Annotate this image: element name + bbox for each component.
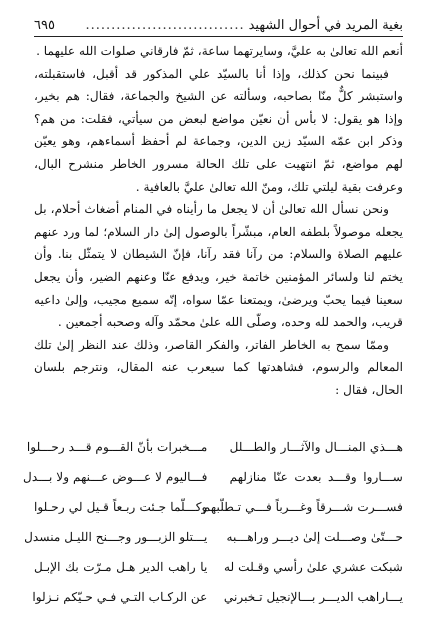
running-title: بغية المريد في أحوال الشهيد bbox=[248, 17, 403, 33]
verse-second-hemistich: يـــتلو الزبـــور وجـــنح الليـل منسدل bbox=[24, 530, 208, 544]
verse-first-hemistich: يـــاراهب الديـــر بـــالإنجيل تـخبرني bbox=[223, 590, 403, 604]
verse-first-hemistich: شبكت عشري علىٰ رأسي وقـلت له bbox=[223, 560, 403, 574]
verse-first-hemistich: ســـاروا وقـــد بعدت عنّا منازلهم bbox=[229, 470, 403, 484]
paragraph: فبينما نحن كذلك، وإذا أنا بالسيّد علي المذكور قد أقبل، فاستقبلته، واستبشر كلٌّ منّا بصاحبه، وسألته عن الشيخ والجماعة، فقال: هم بخير، وإذا هو يقول: لا بأس أن نعيّن مواضع لبعض من سيأتي، فقلت: من هم؟ وذكر ابن عمّه السيّد زين الدين، وجماعة لم أحفظ أسماءهم، وهو يعيّن لهم مواضع، ثمّ انتهيت على تلك الحالة مسرور الخاطر منشرح البال، وعرفت بقية ليلتي تلك، ومنّ الله تعالىٰ عليَّ بالعافية . bbox=[34, 66, 403, 194]
poem-verse bbox=[26, 432, 403, 462]
poem-verse bbox=[24, 522, 403, 552]
poem-verse bbox=[23, 462, 403, 492]
verse-first-hemistich: حـــتّىٰ وصـــلت إلىٰ ديـــر وراهـــبه bbox=[226, 530, 403, 544]
poem-verse bbox=[34, 552, 403, 582]
verse-second-hemistich: يا راهب الدير هـل مـرّت بك الإبـل bbox=[34, 560, 208, 574]
page-header bbox=[34, 14, 403, 36]
verse-second-hemistich: وكـــلّما جـئت ربـعاً قـيل لي رحـلوا bbox=[34, 500, 208, 514]
verse-second-hemistich: مـــخبرات بأنّ القـــوم قـــد رحـــلوا bbox=[26, 440, 208, 454]
poem-verse bbox=[34, 582, 403, 612]
paragraph: أنعم الله تعالىٰ به عليَّ، وسايرتهما ساعة، ثمّ فارقاني صلوات الله عليهما . bbox=[36, 44, 403, 58]
verse-second-hemistich: فـــاليوم لا عـــوض عـــنهم ولا بـــدل bbox=[23, 470, 208, 484]
paragraph: ونحن نسأل الله تعالىٰ أن لا يجعل ما رأيناه في المنام أضغاث أحلام، بل يجعله موصولاً بلطفه العام، مبشّراً بالوصول إلىٰ دار السلام؛ لما ورد عنهم عليهم الصلاة والسلام: من رآنا فقد رآنا، فإنّ الشيطان لا يتمثّل بنا. وأن يختم لنا ولسائر المؤمنين خاتمة خير، ويدفع عنّا وعنهم الضير، وأن يجعل سعينا فيما يحبّ ويرضىٰ، ويمتعنا عمّا سواه، إنّه سميع مجيب، وإلىٰ داعيه قريب، والحمد لله وحده، وصلّى الله علىٰ محمّد وآله وصحبه أجمعين . bbox=[34, 202, 403, 330]
header-dot-leader: ............................... bbox=[85, 17, 245, 33]
poem-verse bbox=[34, 492, 403, 522]
header-rule bbox=[34, 36, 403, 37]
poem bbox=[23, 432, 403, 612]
page-number: ٦٩٥ bbox=[34, 17, 55, 33]
verse-first-hemistich: هـــذي المنـــال والآثـــار والطـــلل bbox=[229, 440, 403, 454]
paragraph: وممّا سمح به الخاطر الفاتر، والفكر القاصر، وذلك عند النظر إلىٰ تلك المعالم والرسوم، فشاهدتها كما سيعرب عنه المقال، ونترجم بلسان الحال، فقال : bbox=[34, 337, 403, 397]
verse-second-hemistich: عن الركـاب التـي فـي حـيّكم نـزلوا bbox=[32, 590, 208, 604]
verse-first-hemistich: فســـرت شـــرقاً وغـــرباً فـــي تـطلّبهم bbox=[202, 500, 403, 514]
body-text bbox=[34, 40, 403, 402]
